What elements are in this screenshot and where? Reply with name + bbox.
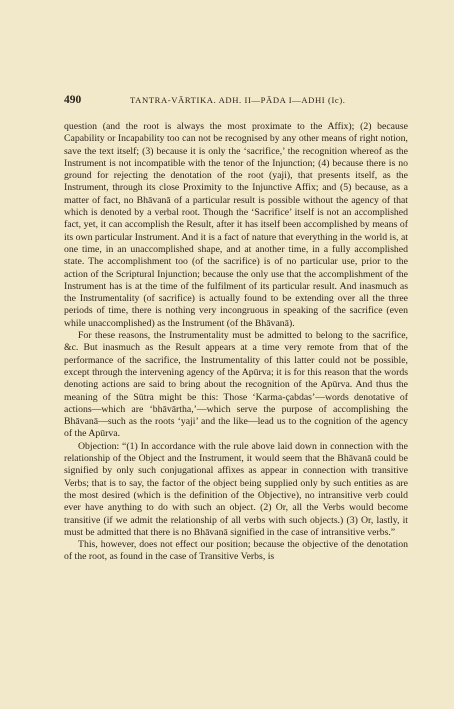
paragraph: For these reasons, the Instrumentality must be admitted to belong to the sacrifice, &c. But inasmuch as the Result appears at a time very remote from that of the performance of the sacrifice, the Instrumentality of this latter could not be possible, except through the intervening agency of the Apūrva; it is for this reason that the words denoting actions are said to bring about the recognition of the Apūrva. And thus the meaning of the Sūtra might be this: Those ‘Karma-çabdas’—words denotative of actions—which are ‘bhāvārtha,’—which serve the purpose of accomplishing the Bhāvanā—such as the roots ‘yaji’ and the like—lead us to the cognition of the agency of the Apūrva. bbox=[64, 330, 408, 440]
page-header bbox=[64, 94, 410, 108]
paragraph: question (and the root is always the most proximate to the Affix); (2) because Capability or Incapability too can not be recognised by any other means of right notion, save the text itself; (3) because it is only the ‘sacrifice,’ the recognition whereof as the Instrument is not incompatible with the tenor of the Injunction; (4) because there is no ground for rejecting the denotation of the root (yaji), that presents itself, as the Instrument, through its close Proximity to the Injunctive Affix; and (5) because, as a matter of fact, no Bhāvanā of a particular result is possible without the agency of that which is denoted by a verbal root. Though the ‘Sacrifice’ itself is not an accomplished fact, yet, it can accomplish the Result, after it has itself been accomplished by means of its own particular Instrument. And it is a fact of nature that everything in the world is, at one time, in an unaccomplished shape, and at another time, in a fully accomplished state. The accomplishment too (of the sacrifice) is of no particular use, prior to the action of the Scriptural Injunction; because the only use that the accomplishment of the Instrument has is at the time of the fulfilment of its particular result. And inasmuch as the Instrumentality (of sacrifice) is actually found to be extending over all the three periods of time, there is nothing very incongruous in speaking of the sacrifice (even while unaccomplished) as the Instrument (of the Bhāvanā). bbox=[64, 121, 408, 329]
running-title: TANTRA-VĀRTIKA. ADH. II—PĀDA I—ADHI (Ic). bbox=[130, 95, 346, 105]
page-number: 490 bbox=[64, 94, 82, 106]
body-text bbox=[64, 121, 408, 564]
paragraph: This, however, does not effect our position; because the objective of the denotation of the root, as found in the case of Transitive Verbs, is bbox=[64, 539, 408, 563]
paragraph: Objection: “(1) In accordance with the rule above laid down in connection with the relationship of the Object and the Instrument, it would seem that the Bhāvanā could be signified by only such conjugational affixes as appear in connection with transitive Verbs; that is to say, the factor of the object being supplied only by such entities as are the most desired (which is the definition of the Objective), no intransitive verb could ever have anything to do with such an object. (2) Or, all the Verbs would become transitive (if we admit the relationship of all verbs with such objects.) (3) Or, lastly, it must be admitted that there is no Bhāvanā signified in the case of intransitive verbs.” bbox=[64, 440, 408, 538]
